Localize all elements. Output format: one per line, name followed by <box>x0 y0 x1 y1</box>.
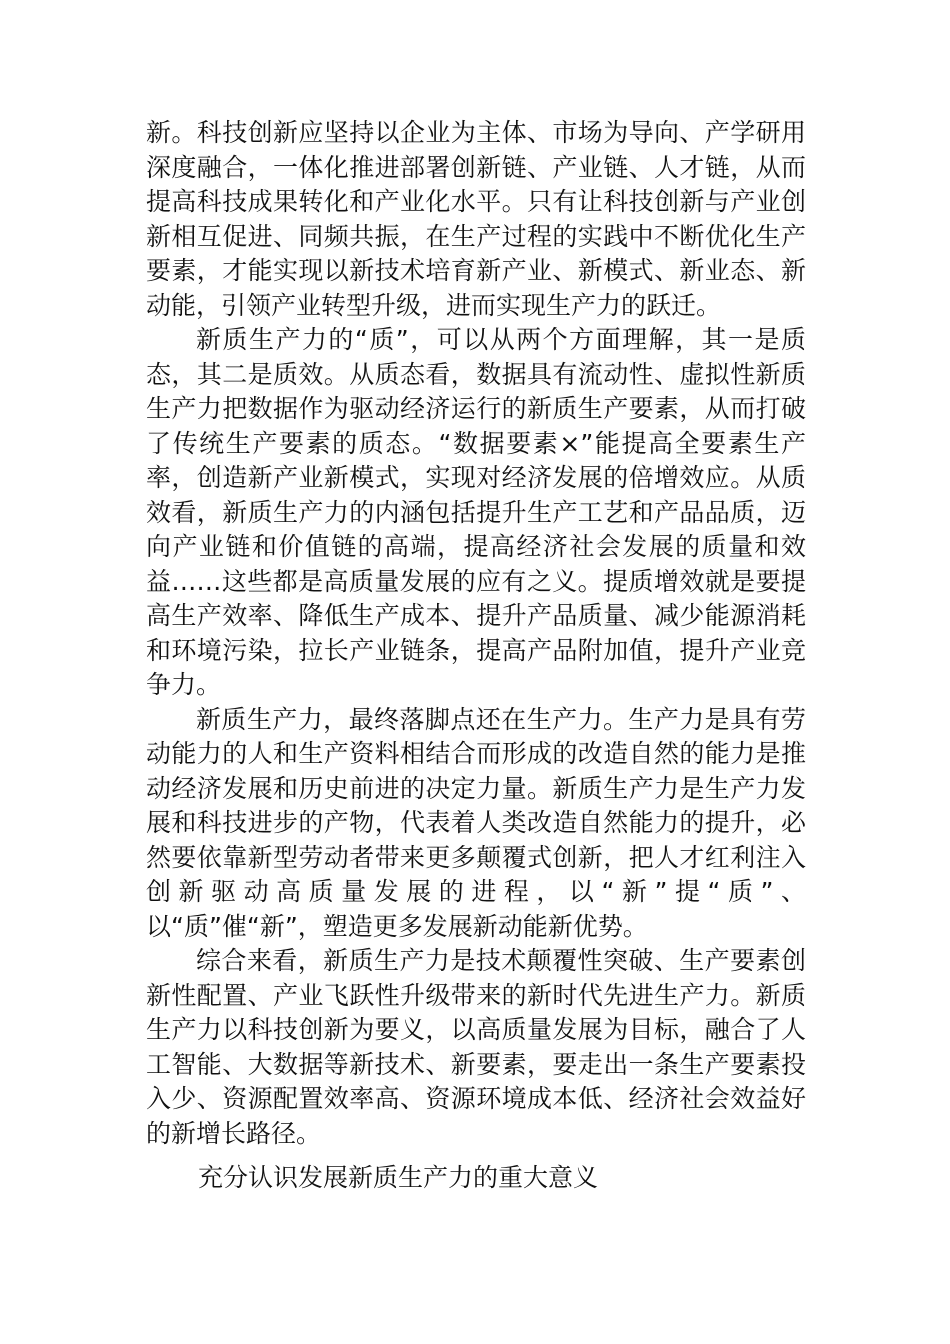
document-page <box>146 116 806 1196</box>
paragraph-2: 新质生产力的“质”，可以从两个方面理解，其一是质态，其二是质效。从质态看，数据具有流动性、虚拟性新质生产力把数据作为驱动经济运行的新质生产要素，从而打破了传统生产要素的质态。“数据要素×”能提高全要素生产率，创造新产业新模式，实现对经济发展的倍增效应。从质效看，新质生产力的内涵包括提升生产工艺和产品品质，迈向产业链和价值链的高端，提高经济社会发展的质量和效益……这些都是高质量发展的应有之义。提质增效就是要提高生产效率、降低生产成本、提升产品质量、减少能源消耗和环境污染，拉长产业链条，提高产品附加值，提升产业竞争力。 <box>146 325 806 699</box>
paragraph-3: 新质生产力，最终落脚点还在生产力。生产力是具有劳动能力的人和生产资料相结合而形成的改造自然的能力是推动经济发展和历史前进的决定力量。新质生产力是生产力发展和科技进步的产物，代表着人类改造自然能力的提升，必然要依靠新型劳动者带来更多颠覆式创新，把人才红利注入创新驱动高质量发展的进程，以“新”提“质”、以“质”催“新”，塑造更多发展新动能新优势。 <box>146 704 806 941</box>
paragraph-1: 新。科技创新应坚持以企业为主体、市场为导向、产学研用深度融合，一体化推进部署创新链、产业链、人才链，从而提高科技成果转化和产业化水平。只有让科技创新与产业创新相互促进、同频共振，在生产过程的实践中不断优化生产要素，才能实现以新技术培育新产业、新模式、新业态、新动能，引领产业转型升级，进而实现生产力的跃迁。 <box>146 118 806 320</box>
section-heading: 充分认识发展新质生产力的重大意义 <box>198 1163 599 1192</box>
paragraph-4: 综合来看，新质生产力是技术颠覆性突破、生产要素创新性配置、产业飞跃性升级带来的新时代先进生产力。新质生产力以科技创新为要义，以高质量发展为目标，融合了人工智能、大数据等新技术、新要素，要走出一条生产要素投入少、资源配置效率高、资源环境成本低、经济社会效益好的新增长路径。 <box>146 946 806 1148</box>
